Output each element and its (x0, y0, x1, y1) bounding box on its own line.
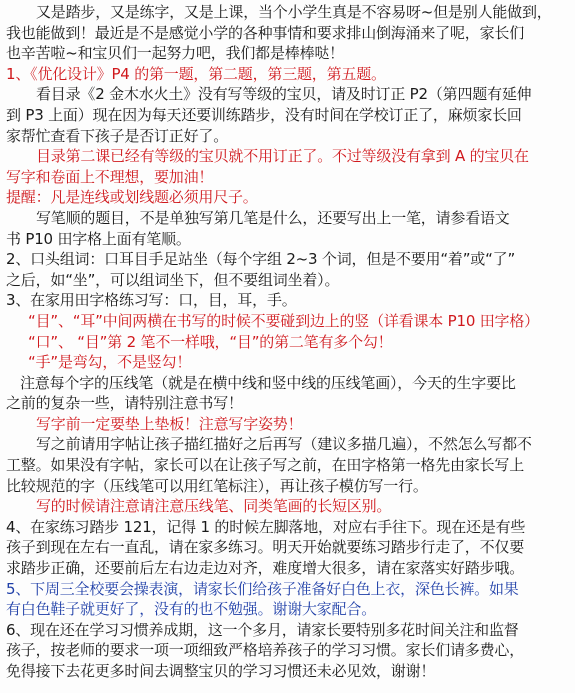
text-line: 求踏步正确，还要前后左右边走边对齐，难度增大很多，请在家落实好踏步哦。 (6, 559, 525, 578)
text-line: 之后，如“坐”，可以组词坐下，但不要组词坐着）。 (6, 270, 340, 289)
reminder-line: 提醒：凡是连线或划线题必须用尺子。 (6, 188, 258, 207)
text-line: 写字前一定要垫上垫板！注意写字姿势！ (36, 414, 303, 433)
text-line: 又是踏步，又是练字，又是上课，当个小学生真是不容易呀~但是别人能做到， (36, 3, 552, 21)
item-1-heading: 1、《优化设计》P4 的第一题，第二题，第三题，第五题。 (6, 64, 386, 83)
item-3-heading: 3、在家用田字格练习写：口，目，耳，手。 (6, 291, 297, 310)
text-line: 到 P3 上面）现在因为每天还要训练踏步，没有时间在学校订正了，麻烦家长回 (6, 105, 522, 124)
text-line: “目”、“耳”中间两横在书写的时候不要碰到边上的竖（详看课本 P10 田字格） (28, 311, 539, 330)
item-6-heading: 6、现在还在学习习惯养成期，这一个多月，请家长要特别多花时间关注和监督 (6, 620, 519, 639)
text-line: 写字和卷面上不理想，要加油！ (6, 167, 214, 186)
text-line: 书 P10 田字格上面有笔顺。 (6, 229, 191, 248)
text-line: 有白色鞋子就更好了，没有的也不勉强。谢谢大家配合。 (6, 600, 377, 619)
text-line: 工整。如果没有字帖，家长可以在让孩子写之前，在田字格第一格先由家长写上 (6, 456, 525, 475)
text-line: 比较规范的字（压线笔可以用红笔标注），再让孩子模仿写一行。 (6, 476, 428, 495)
text-line: 孩子，按老师的要求一项一项细致严格培养孩子的学习习惯。家长们请多费心， (6, 641, 525, 660)
text-line: 免得接下去花更多时间去调整宝贝的学习习惯还未必见效，谢谢！ (6, 662, 436, 680)
text-line: 目录第二课已经有等级的宝贝就不用订正了。不过等级没有拿到 A 的宝贝在 (36, 147, 529, 166)
text-line: 注意每个字的压线笔（就是在横中线和竖中线的压线笔画），今天的生字要比 (20, 373, 516, 392)
text-line: 我也能做到！最近是不是感觉小学的各种事情和要求排山倒海涌来了呢，家长们 (6, 23, 525, 42)
text-line: 之前的复杂一些，请特别注意书写！ (6, 394, 243, 413)
text-line: “口”、 “目”第 2 笔不一样哦，“目”的第二笔有多个勾！ (28, 332, 393, 351)
text-line: 写之前请用字帖让孩子描红描好之后再写（建议多描几遍），不然怎么写都不 (36, 435, 532, 454)
text-line: 看目录《2 金木水火土》没有写等级的宝贝，请及时订正 P2（第四题有延伸 (36, 85, 532, 104)
text-line: 写笔顺的题目，不是单独写第几笔是什么，还要写出上一笔，请参看语文 (36, 208, 510, 227)
text-line: 写的时候请注意请注意压线笔、同类笔画的长短区别。 (36, 497, 392, 516)
item-4-heading: 4、在家练习踏步 121，记得 1 的时候左脚落地，对应右手往下。现在还是有些 (6, 517, 526, 536)
text-line: 家帮忙查看下孩子是否订正好了。 (6, 126, 229, 145)
item-2-heading: 2、口头组词：口耳目手足站坐（每个字组 2~3 个词，但是不要用“着”或“了” (6, 250, 516, 269)
item-5-heading: 5、下周三全校要会操表演，请家长们给孩子准备好白色上衣，深色长裤。如果 (6, 579, 519, 598)
text-line: “手”是弯勾，不是竖勾！ (28, 353, 192, 372)
text-line: 孩子到现在左右一直乱，请在家多练习。明天开始就要练习踏步行走了，不仅要 (6, 538, 525, 557)
text-line: 也辛苦啦~和宝贝们一起努力吧，我们都是棒棒哒！ (6, 44, 344, 63)
